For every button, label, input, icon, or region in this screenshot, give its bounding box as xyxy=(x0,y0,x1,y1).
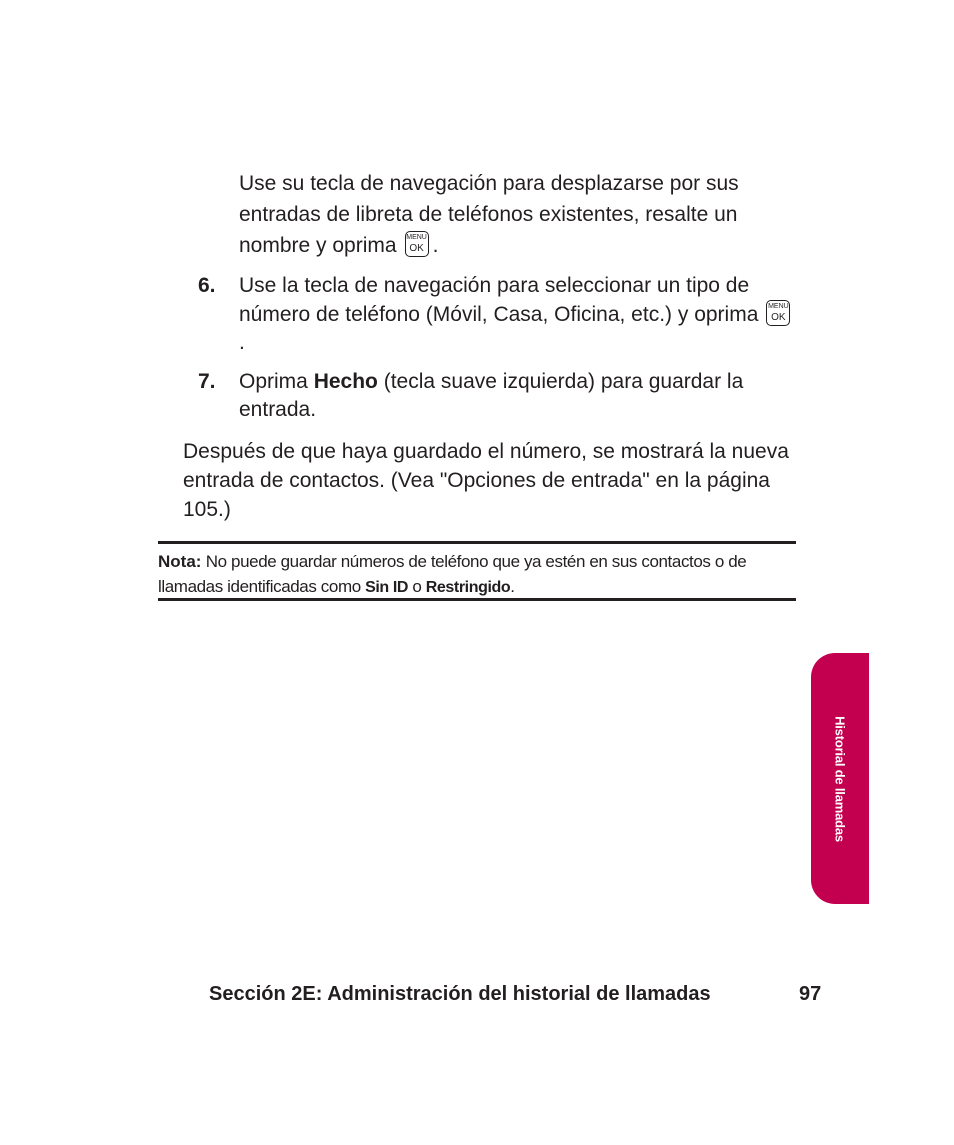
after-paragraph: Después de que haya guardado el número, se mostrará la nueva entrada de contactos. (Vea "Opciones de entrada" en la página 105.) xyxy=(183,440,789,521)
step-number: 6. xyxy=(198,274,216,297)
step-text: Use la tecla de navegación para seleccionar un tipo de número de teléfono (Móvil, Casa, Oficina, etc.) y oprima xyxy=(239,274,759,326)
intro-paragraph xyxy=(239,168,799,261)
step-text-before: Oprima xyxy=(239,370,308,393)
step-7 xyxy=(198,368,798,424)
note-end: . xyxy=(510,577,515,596)
note-term-restringido: Restringido xyxy=(425,579,511,596)
note-term-sin-id: Sin ID xyxy=(365,579,409,596)
footer-page-number: 97 xyxy=(799,983,822,1005)
step-period: . xyxy=(239,331,245,354)
intro-period: . xyxy=(432,234,439,257)
section-side-tab xyxy=(811,653,869,904)
note-label: Nota: xyxy=(158,552,202,571)
menu-ok-key-icon: MENU OK xyxy=(405,231,429,257)
menu-ok-key-icon: MENU OK xyxy=(766,300,790,326)
note-connector: o xyxy=(412,577,422,596)
step-text-after: (tecla suave izquierda) para guardar la entrada. xyxy=(239,370,744,421)
note-box xyxy=(158,541,796,601)
step-number: 7. xyxy=(198,370,216,393)
softkey-label-hecho: Hecho xyxy=(313,370,378,393)
side-tab-label: Historial de llamadas xyxy=(832,715,848,842)
step-body xyxy=(239,272,798,357)
step-body xyxy=(239,368,798,424)
step-6 xyxy=(198,272,798,357)
footer-section-title: Sección 2E: Administración del historial de llamadas xyxy=(209,983,711,1005)
intro-text: Use su tecla de navegación para desplazarse por sus entradas de libreta de teléfonos existentes, resalte un nombre y oprima xyxy=(239,172,739,257)
note-text: No puede guardar números de teléfono que ya estén en sus contactos o de llamadas identificadas como xyxy=(158,552,747,596)
